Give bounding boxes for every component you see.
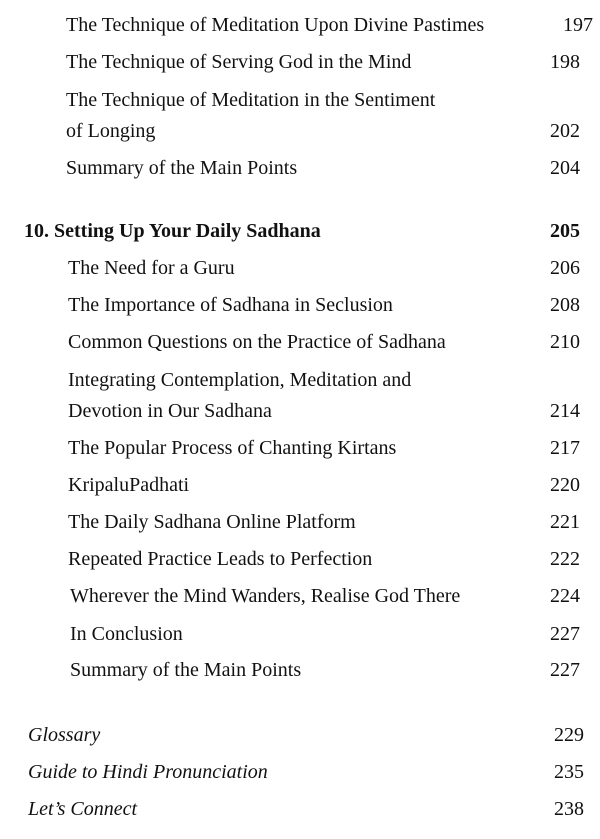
toc-entry-title: Wherever the Mind Wanders, Realise God There	[70, 585, 461, 607]
backmatter-page: 235	[554, 761, 584, 783]
toc-entry-title: Summary of the Main Points	[66, 157, 298, 179]
toc-entry-page: 202	[550, 120, 580, 142]
toc-entry-title: Integrating Contemplation, Meditation and	[68, 369, 412, 391]
toc-entry-title: Common Questions on the Practice of Sadhana	[68, 331, 446, 353]
toc-entry-title: The Technique of Meditation Upon Divine Pastimes	[66, 14, 485, 36]
toc-entry-title: Summary of the Main Points	[70, 659, 302, 681]
toc-entry-page: 221	[550, 511, 580, 533]
toc-entry-page: 227	[550, 659, 580, 681]
toc-entry-title: In Conclusion	[70, 623, 183, 645]
toc-entry-title: The Technique of Serving God in the Mind	[66, 51, 412, 73]
chapter-page: 205	[550, 220, 580, 242]
toc-entry-page: 217	[550, 437, 580, 459]
backmatter-page: 229	[554, 724, 584, 746]
backmatter-page: 238	[554, 798, 584, 820]
toc-entry-page: 220	[550, 474, 580, 496]
toc-entry-title: The Popular Process of Chanting Kirtans	[68, 437, 397, 459]
toc-entry-title: Devotion in Our Sadhana	[68, 400, 272, 422]
toc-entry-title: The Technique of Meditation in the Sentiment	[66, 89, 436, 111]
toc-entry-page: 227	[550, 623, 580, 645]
toc-entry-title: KripaluPadhati	[68, 474, 190, 496]
toc-entry-page: 198	[550, 51, 580, 73]
toc-entry-page: 204	[550, 157, 580, 179]
toc-entry-page: 210	[550, 331, 580, 353]
toc-entry-page: 208	[550, 294, 580, 316]
toc-entry-title: of Longing	[66, 120, 156, 142]
toc-entry-page: 214	[550, 400, 580, 422]
backmatter-title: Glossary	[28, 724, 101, 746]
toc-entry-page: 224	[550, 585, 580, 607]
toc-entry-title: The Importance of Sadhana in Seclusion	[68, 294, 393, 316]
backmatter-title: Let’s Connect	[28, 798, 138, 820]
toc-entry-title: The Daily Sadhana Online Platform	[68, 511, 356, 533]
toc-entry-page: 222	[550, 548, 580, 570]
chapter-title: 10. Setting Up Your Daily Sadhana	[24, 220, 321, 242]
toc-entry-title: Repeated Practice Leads to Perfection	[68, 548, 373, 570]
backmatter-title: Guide to Hindi Pronunciation	[28, 761, 268, 783]
toc-entry-page: 197	[563, 14, 593, 36]
toc-entry-title: The Need for a Guru	[68, 257, 235, 279]
toc-entry-page: 206	[550, 257, 580, 279]
